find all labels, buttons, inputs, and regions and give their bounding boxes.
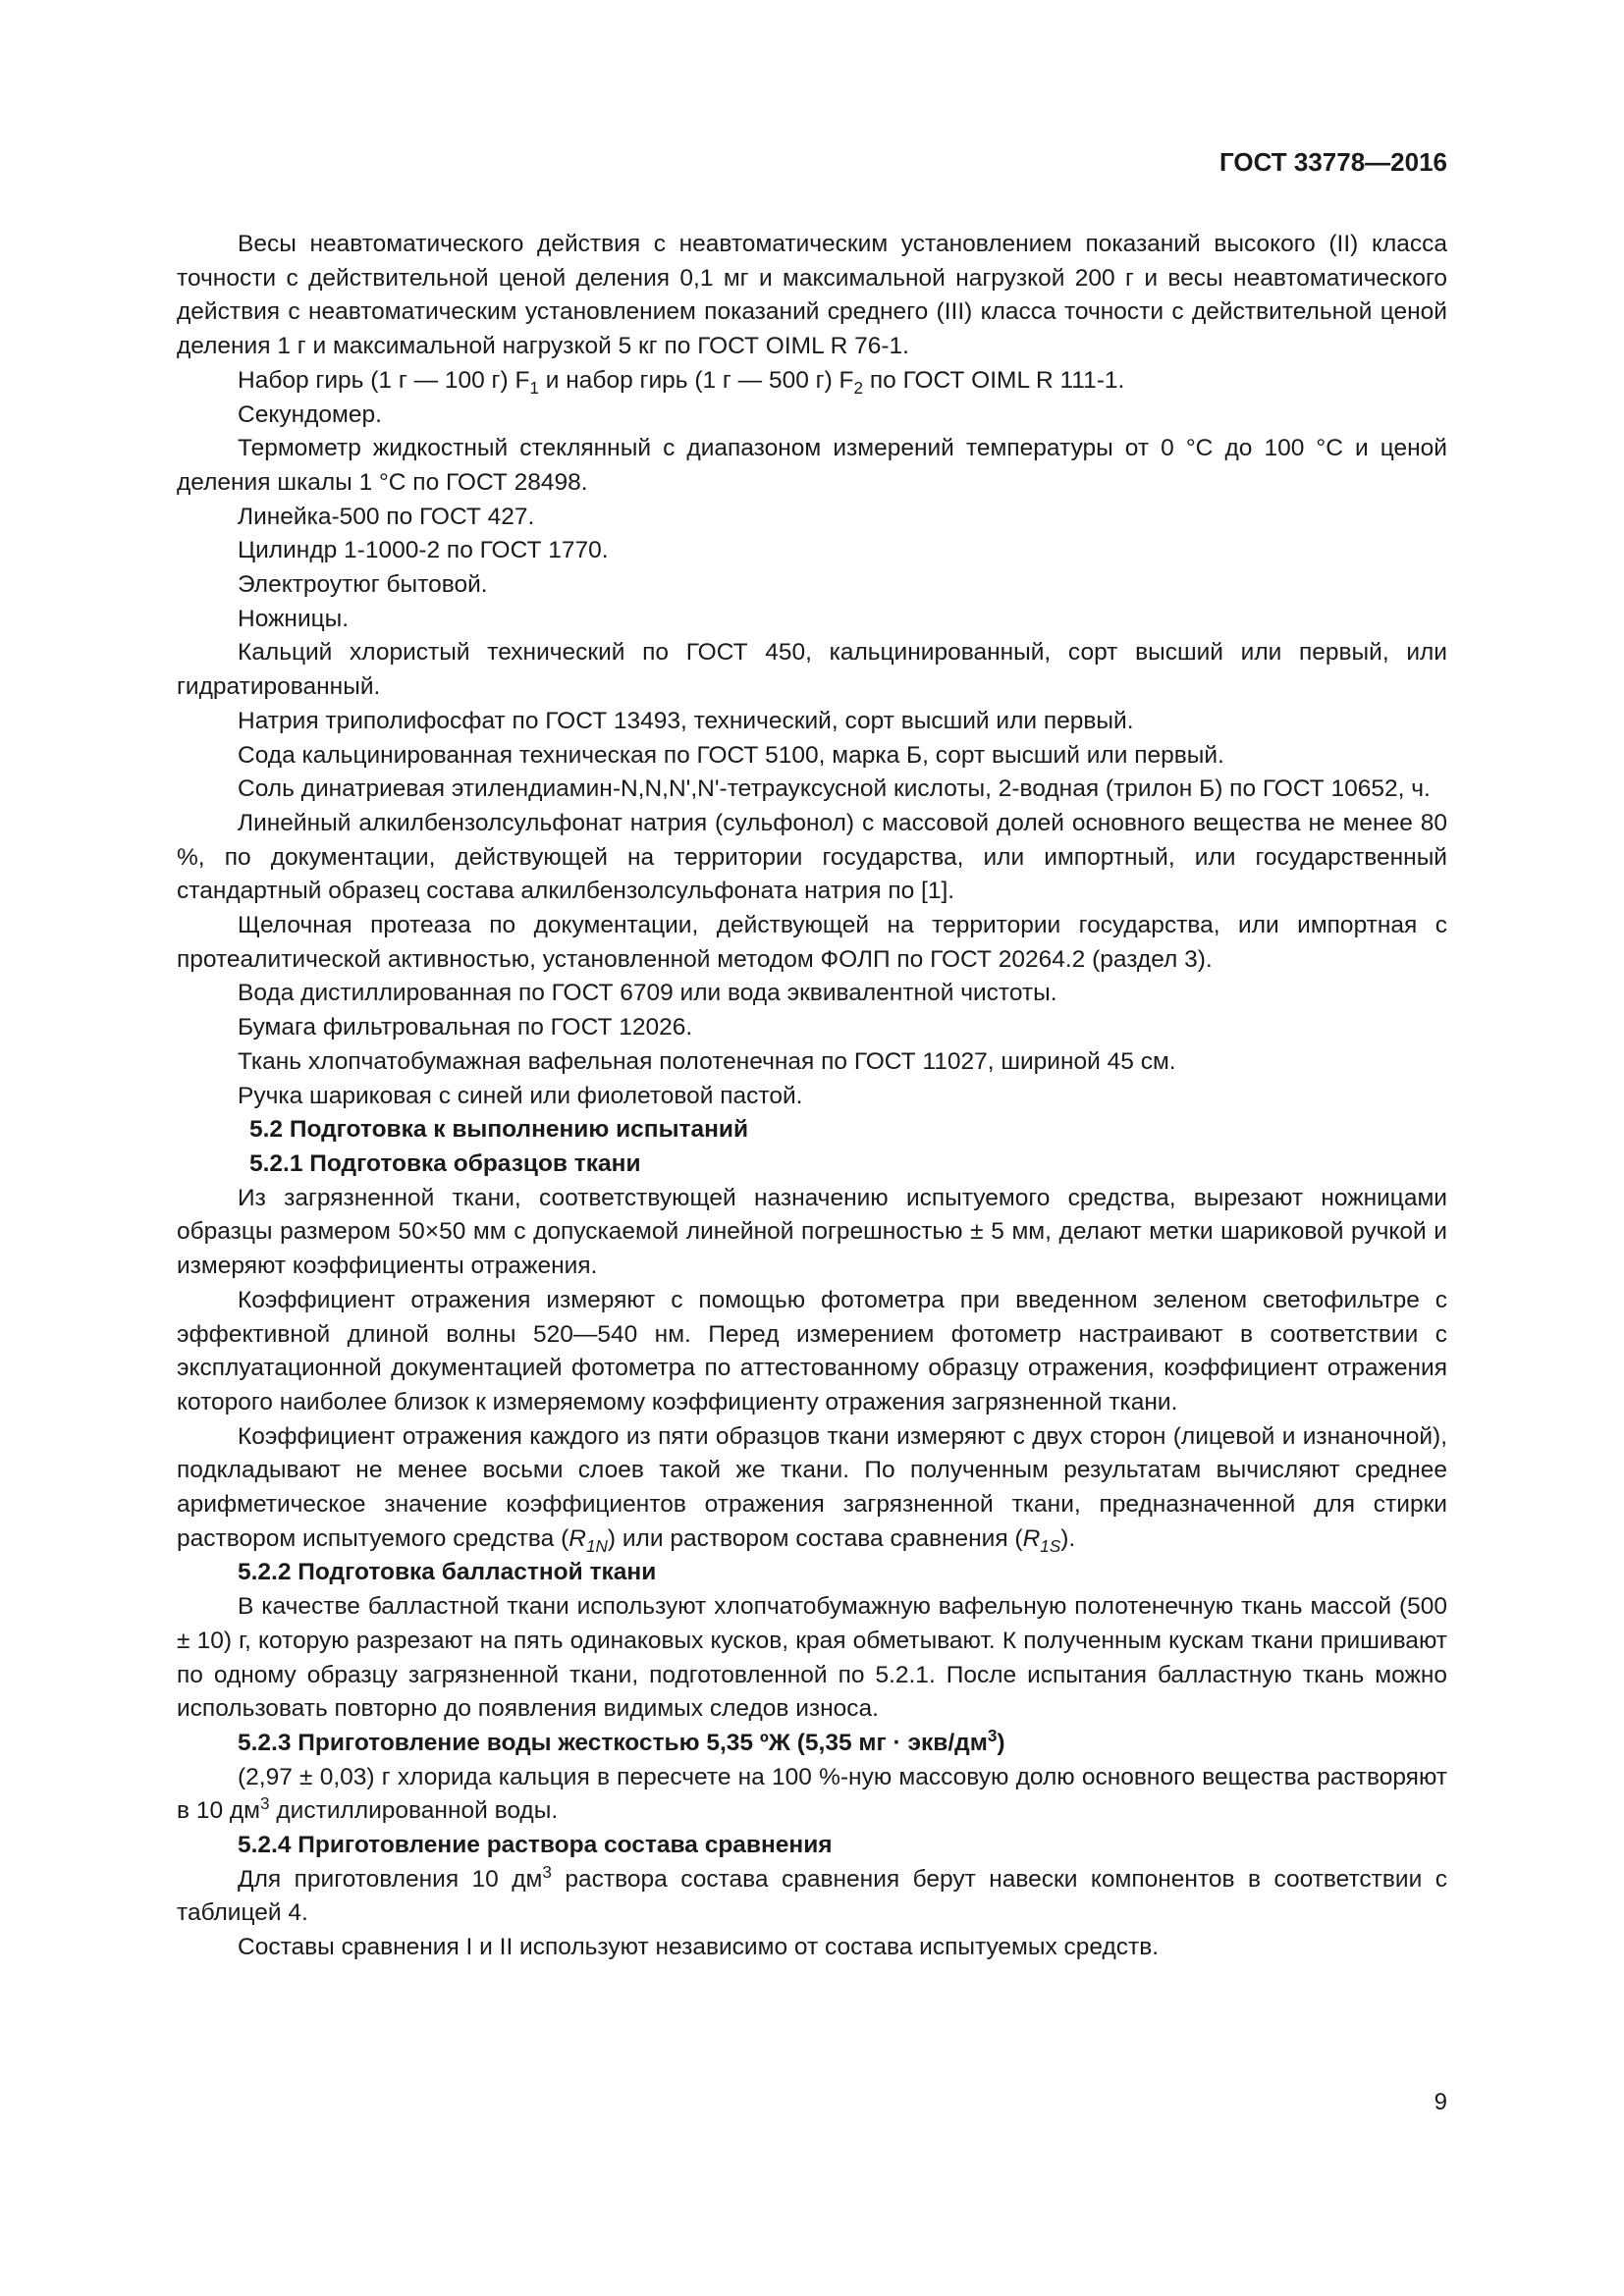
superscript: 3	[260, 1793, 270, 1814]
text: Для приготовления 10 дм	[238, 1865, 543, 1893]
section-heading-5-2-1: 5.2.1 Подготовка образцов ткани	[249, 1149, 641, 1177]
symbol-r: R	[568, 1524, 586, 1552]
section-heading-5-2-4: 5.2.4 Приготовление раствора состава сравнения	[238, 1832, 833, 1859]
paragraph-thermometer: Термометр жидкостный стеклянный с диапазоном измерений температуры от 0 °С до 100 °С и ценой деления шкалы 1 °С по ГОСТ 28498.	[177, 435, 1447, 496]
text: )	[997, 1729, 1005, 1756]
paragraph-hard-water	[177, 1761, 1447, 1829]
subscript-text: 1N	[585, 1535, 608, 1556]
text: по ГОСТ OIML R 111-1.	[863, 366, 1125, 394]
paragraph-ruler: Линейка-500 по ГОСТ 427.	[238, 503, 535, 530]
paragraph-pen: Ручка шариковая с синей или фиолетовой пастой.	[238, 1082, 803, 1109]
paragraph-tripolyphosphate: Натрия триполифосфат по ГОСТ 13493, технический, сорт высший или первый.	[238, 707, 1134, 734]
subscript: 1	[529, 377, 539, 398]
document-body	[177, 228, 1447, 1965]
paragraph-scales: Весы неавтоматического действия с неавтоматическим установлением показаний высокого (II) класса точности с действительной ценой деления 0,1 мг и максимальной нагрузкой 200 г и весы неавтоматического действия с неавтоматическим установлением показаний среднего (III) класса точности с действительной ценой деления 1 г и максимальной нагрузкой 5 кг по ГОСТ OIML R 76-1.	[177, 231, 1447, 360]
paragraph-samples: Из загрязненной ткани, соответствующей назначению испытуемого средства, вырезают ножницами образцы размером 50×50 мм с допускаемой линейной погрешностью ± 5 мм, делают метки шариковой ручкой и измеряют коэффициенты отражения.	[177, 1184, 1447, 1280]
section-heading-5-2-3	[177, 1727, 1447, 1761]
section-heading-5-2-2: 5.2.2 Подготовка балластной ткани	[238, 1559, 657, 1586]
subscript: 2	[853, 377, 864, 398]
paragraph-protease: Щелочная протеаза по документации, действующей на территории государства, или импортная с протеалитической активностью, установленной методом ФОЛП по ГОСТ 20264.2 (раздел 3).	[177, 912, 1447, 973]
paragraph-fabric: Ткань хлопчатобумажная вафельная полотенечная по ГОСТ 11027, шириной 45 см.	[238, 1047, 1176, 1075]
section-heading-5-2: 5.2 Подготовка к выполнению испытаний	[249, 1116, 749, 1144]
text: Коэффициент отражения каждого из пяти образцов ткани измеряют с двух сторон (лицевой и изнаночной), подкладывают не менее восьми слоев такой же ткани. По полученным результатам вычисляют среднее арифметическое значение коэффициентов отражения загрязненной ткани, предназначенной для стирки раствором испытуемого средства (	[177, 1422, 1447, 1552]
paragraph-filter-paper: Бумага фильтровальная по ГОСТ 12026.	[238, 1014, 693, 1041]
paragraph-reference-compositions: Составы сравнения I и II используют независимо от состава испытуемых средств.	[238, 1934, 1160, 1961]
text: дистиллированной воды.	[269, 1797, 559, 1825]
page-number: 9	[1434, 2089, 1447, 2115]
paragraph-sulfonol: Линейный алкилбензолсульфонат натрия (сульфонол) с массовой долей основного вещества не менее 80 %, по документации, действующей на территории государства, или импортный, или государственный стандартный образец состава алкилбензолсульфоната натрия по [1].	[177, 809, 1447, 905]
superscript: 3	[987, 1725, 998, 1745]
text: Набор гирь (1 г — 100 г) F	[238, 366, 530, 394]
text: и набор гирь (1 г — 500 г) F	[538, 366, 854, 394]
text: (2,97 ± 0,03) г хлорида кальция в пересчете на 100 %-ную массовую долю основного вещества растворяют в 10 дм	[177, 1763, 1447, 1825]
subscript	[586, 1536, 608, 1556]
paragraph-soda: Сода кальцинированная техническая по ГОСТ 5100, марка Б, сорт высший или первый.	[238, 741, 1224, 769]
paragraph-weights	[177, 364, 1447, 399]
paragraph-reference-solution	[177, 1863, 1447, 1931]
paragraph-calcium: Кальций хлористый технический по ГОСТ 450, кальцинированный, сорт высший или первый, или гидратированный.	[177, 639, 1447, 701]
paragraph-ballast: В качестве балластной ткани используют хлопчатобумажную вафельную полотенечную ткань массой (500 ± 10) г, которую разрезают на пять одинаковых кусков, края обметывают. К полученным кускам ткани пришивают по одному образцу загрязненной ткани, подготовленной по 5.2.1. После испытания балластную ткань можно использовать повторно до появления видимых следов износа.	[177, 1593, 1447, 1723]
paragraph-stopwatch: Секундомер.	[238, 400, 382, 428]
text: ).	[1060, 1524, 1076, 1552]
paragraph-scissors: Ножницы.	[238, 605, 350, 632]
paragraph-iron: Электроутюг бытовой.	[238, 571, 488, 599]
symbol-r: R	[1022, 1524, 1041, 1552]
paragraph-reflectance	[177, 1420, 1447, 1557]
text: раствора состава сравнения берут навески компонентов в соответствии с таблицей 4.	[177, 1865, 1447, 1927]
paragraph-trilon: Соль динатриевая этилендиамин-N,N,N',N'-тетрауксусной кислоты, 2-водная (трилон Б) по ГОСТ 10652, ч.	[238, 775, 1431, 803]
subscript-text: 1S	[1040, 1535, 1061, 1556]
subscript	[1040, 1536, 1060, 1556]
superscript: 3	[542, 1861, 552, 1882]
paragraph-cylinder: Цилиндр 1-1000-2 по ГОСТ 1770.	[238, 537, 609, 564]
paragraph-water: Вода дистиллированная по ГОСТ 6709 или вода эквивалентной чистоты.	[238, 980, 1057, 1007]
text: ) или раствором состава сравнения (	[607, 1524, 1023, 1552]
doc-header: ГОСТ 33778—2016	[1219, 147, 1447, 177]
paragraph-photometer: Коэффициент отражения измеряют с помощью фотометра при введенном зеленом светофильтре с эффективной длиной волны 520—540 нм. Перед измерением фотометр настраивают в соответствии с эксплуатационной документацией фотометра по аттестованному образцу отражения, коэффициент отражения которого наиболее близок к измеряемому коэффициенту отражения загрязненной ткани.	[177, 1286, 1447, 1415]
text: 5.2.3 Приготовление воды жесткостью 5,35 ºЖ (5,35 мг · экв/дм	[238, 1729, 988, 1756]
